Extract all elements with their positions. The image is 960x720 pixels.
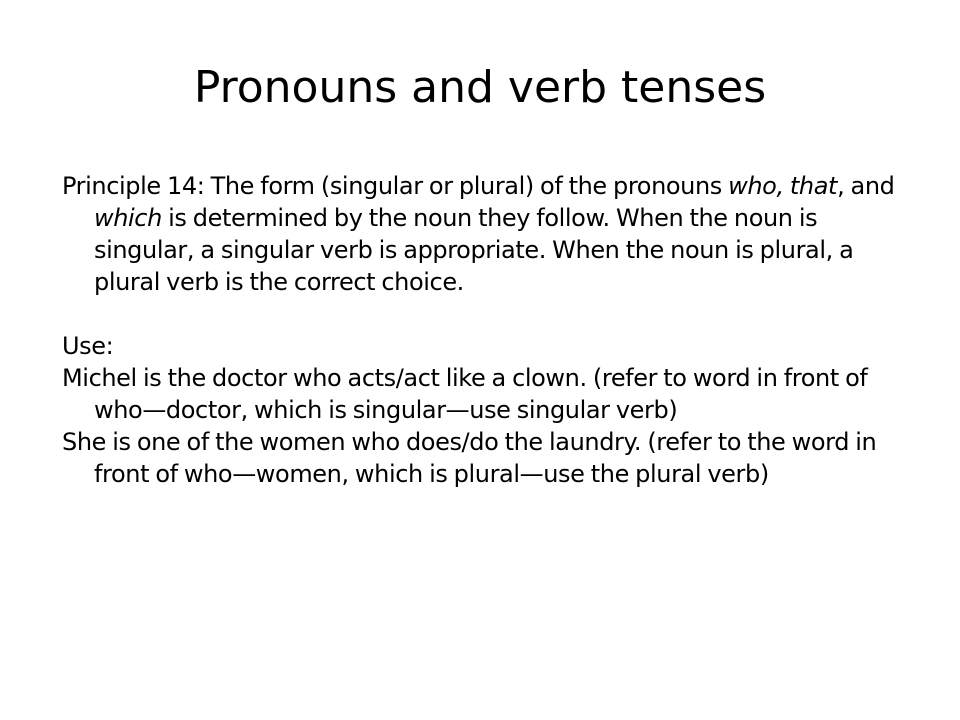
- slide-title: Pronouns and verb tenses: [193, 62, 767, 113]
- example-paragraph-2: She is one of the women who does/do the laundry. (refer to the word in front of who—women, which is plural—use the plural verb): [62, 428, 877, 488]
- principle-italic-which: which: [94, 204, 162, 232]
- principle-rest: is determined by the noun they follow. When the noun is singular, a singular verb is appropriate. When the noun is plural, a plural verb is the correct choice.: [94, 204, 854, 296]
- principle-intro: Principle 14: The form (singular or plural) of the pronouns: [62, 172, 729, 200]
- principle-italic-who-that: who, that: [728, 172, 838, 200]
- principle-paragraph: [62, 170, 902, 298]
- paragraph-spacer: [62, 298, 902, 330]
- use-label: Use:: [62, 332, 114, 360]
- slide-body: [62, 170, 902, 490]
- example-paragraph-1: Michel is the doctor who acts/act like a clown. (refer to word in front of who—doctor, which is singular—use singular verb): [62, 364, 868, 424]
- principle-connector: , and: [837, 172, 895, 200]
